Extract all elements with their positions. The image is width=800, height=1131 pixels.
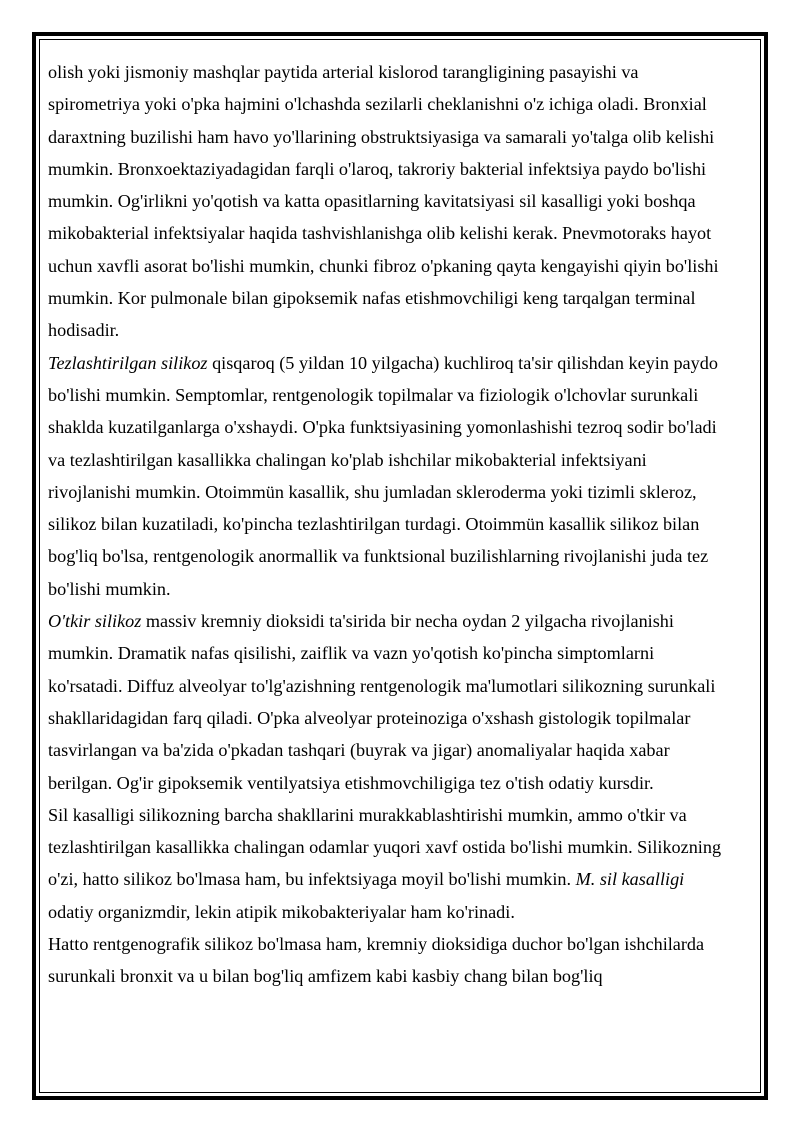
paragraph-5-text: Hatto rentgenografik silikoz bo'lmasa ham, kremniy dioksidiga duchor bo'lgan ishchilarda surunkali bronxit va u bilan bog'liq amfizem kabi kasbiy chang bilan bog'liq — [48, 934, 705, 987]
term-accelerated-silicosis: Tezlashtirilgan silikoz — [48, 352, 208, 373]
paragraph-1 — [48, 56, 728, 347]
paragraph-1-text: olish yoki jismoniy mashqlar paytida arterial kislorod tarangligining pasayishi va spirometriya yoki o'pka hajmini o'lchashda sezilarli cheklanishni o'z ichiga oladi. Bronxial daraxtning buzilishi ham havo yo'llarining obstruktsiyasiga va samarali yo'talga olib kelishi mumkin. Bronxoektaziyadagidan farqli o'laroq, takroriy bakterial infektsiya paydo bo'lishi mumkin. Og'irlikni yo'qotish va katta opasitlarning kavitatsiyasi sil kasalligi yoki boshqa mikobakterial infektsiyalar haqida tashvishlanishga olib kelishi kerak. Pnevmotoraks hayot uchun xavfli asorat bo'lishi mumkin, chunki fibroz o'pkaning qayta kengayishi qiyin bo'lishi mumkin. Kor pulmonale bilan gipoksemik nafas etishmovchiligi keng tarqalgan terminal hodisadir. — [48, 62, 719, 341]
term-m-tuberculosis: M. sil kasalligi — [575, 869, 685, 890]
paragraph-4-text-before: Sil kasalligi silikozning barcha shakllarini murakkablashtirishi mumkin, ammo o'tkir va tezlashtirilgan kasallikka chalingan odamlar yuqori xavf ostida bo'lishi mumkin. Silikozning o'zi, hatto silikoz bo'lmasa ham, bu infektsiyaga moyil bo'lishi mumkin. — [48, 804, 722, 890]
document-body — [48, 56, 728, 993]
paragraph-2 — [48, 347, 728, 605]
paragraph-5 — [48, 928, 728, 993]
paragraph-4 — [48, 799, 728, 928]
paragraph-4-text-after: odatiy organizmdir, lekin atipik mikobakteriyalar ham ko'rinadi. — [48, 901, 515, 922]
paragraph-3 — [48, 605, 728, 799]
paragraph-2-text: qisqaroq (5 yildan 10 yilgacha) kuchliroq ta'sir qilishdan keyin paydo bo'lishi mumkin. Semptomlar, rentgenologik topilmalar va fiziologik o'lchovlar surunkali shaklda kuzatilganlarga o'xshaydi. O'pka funktsiyasining yomonlashishi tezroq sodir bo'ladi va tezlashtirilgan kasallikka chalingan ko'plab ishchilar mikobakterial infektsiyani rivojlanishi mumkin. Otoimmün kasallik, shu jumladan skleroderma yoki tizimli skleroz, silikoz bilan kuzatiladi, ko'pincha tezlashtirilgan turdagi. Otoimmün kasallik silikoz bilan bog'liq bo'lsa, rentgenologik anormallik va funktsional buzilishlarning rivojlanishi juda tez bo'lishi mumkin. — [48, 352, 718, 599]
term-acute-silicosis: O'tkir silikoz — [48, 611, 142, 632]
paragraph-3-text: massiv kremniy dioksidi ta'sirida bir necha oydan 2 yilgacha rivojlanishi mumkin. Dramatik nafas qisilishi, zaiflik va vazn yo'qotish ko'pincha simptomlarni ko'rsatadi. Diffuz alveolyar to'lg'azishning rentgenologik ma'lumotlari silikozning surunkali shakllaridagidan farq qiladi. O'pka alveolyar proteinoziga o'xshash gistologik topilmalar tasvirlangan va ba'zida o'pkadan tashqari (buyrak va jigar) anomaliyalar haqida xabar berilgan. Og'ir gipoksemik ventilyatsiya etishmovchiligiga tez o'tish odatiy kursdir. — [48, 611, 716, 793]
